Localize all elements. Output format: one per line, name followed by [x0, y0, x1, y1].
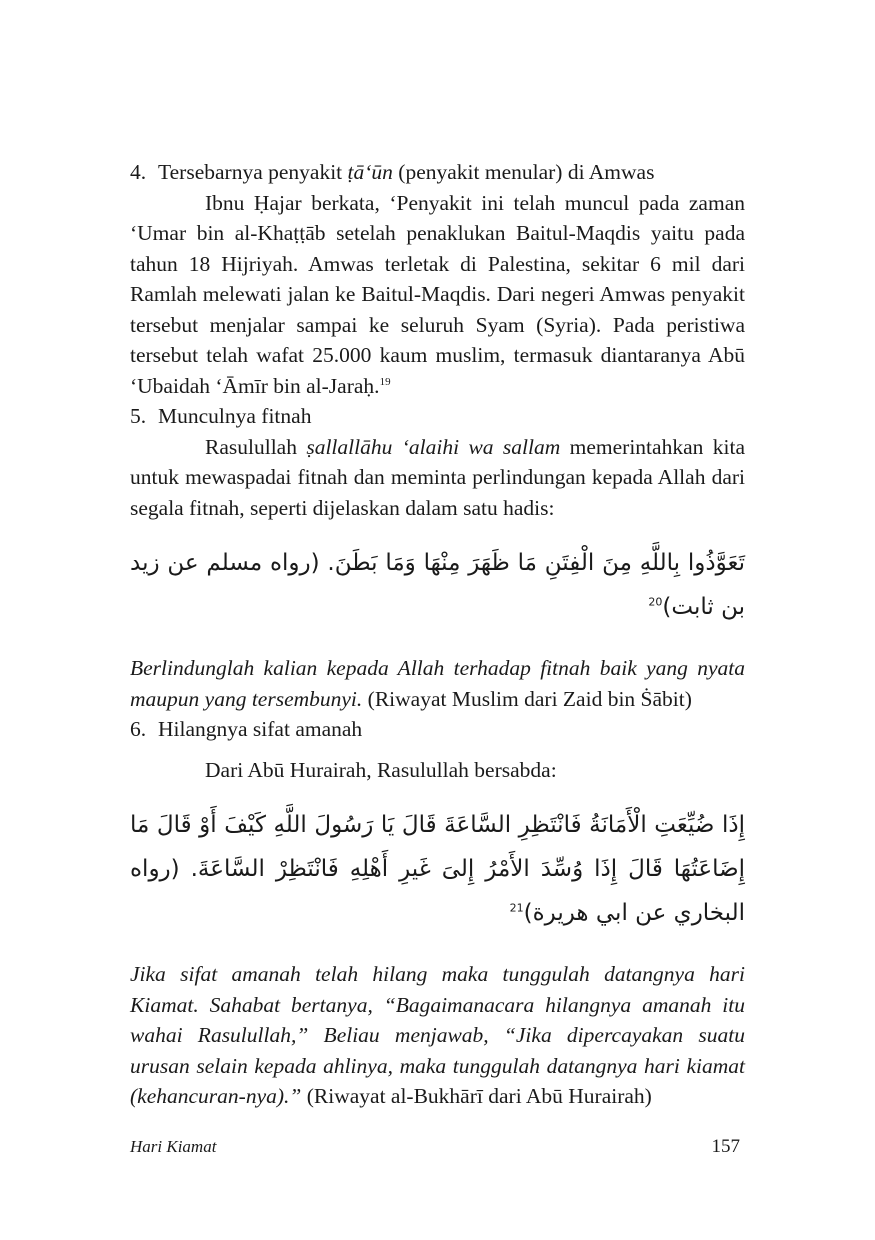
hadith-arabic-1	[130, 541, 745, 629]
section-4-body	[130, 188, 745, 402]
hadith-arabic-1-text: تَعَوَّذُوا بِاللَّهِ مِنَ الْفِتَنِ مَا ظَهَرَ مِنْهَا وَمَا بَطَنَ. (رواه مسلم عن زيد بن ثابت)	[130, 550, 745, 620]
section-6-intro	[130, 755, 745, 786]
section-5-body	[130, 432, 745, 524]
footnote-19: 19	[379, 375, 391, 388]
section-5-heading	[130, 401, 745, 432]
hadith-translation-2-text: Jika sifat amanah telah hilang maka tunggulah datangnya hari Kiamat. Sahabat bertanya, “Bagaimanacara hilangnya amanah itu wahai Rasulullah,” Beliau menjawab, “Jika dipercayakan suatu urusan selain kepada ahlinya, maka tunggulah datangnya hari kiamat (kehancuran-nya).”	[130, 962, 745, 1108]
hadith-source-2: (Riwayat al-Bukhārī dari Abū Hurairah)	[301, 1084, 652, 1108]
section-4-title-italic: ṭā‘ūn	[347, 160, 393, 184]
section-5-body-post: memerintahkan kita untuk mewaspadai fitnah dan meminta perlindungan kepada Allah dari segala fitnah, seperti dijelaskan dalam satu hadis:	[130, 434, 745, 520]
hadith-translation-1	[130, 653, 745, 714]
running-title: Hari Kiamat	[130, 1137, 217, 1156]
section-6-intro-text: Dari Abū Hurairah, Rasulullah bersabda:	[205, 757, 557, 782]
hadith-translation-1-text: Berlindunglah kalian kepada Allah terhadap fitnah baik yang nyata maupun yang tersembunyi.	[130, 656, 745, 711]
section-4-body-text: Ibnu Ḥajar berkata, ‘Penyakit ini telah muncul pada zaman ‘Umar bin al-Khaṭṭāb setelah penaklukan Baitul-Maqdis yaitu pada tahun 18 Hijriyah. Amwas terletak di Palestina, sekitar 6 mil dari Ramlah melewati jalan ke Baitul-Maqdis. Dari negeri Amwas penyakit tersebut menjalar sampai ke seluruh Syam (Syria). Pada peristiwa tersebut telah wafat 25.000 kaum muslim, termasuk diantaranya Abū ‘Ubaidah ‘Āmīr bin al-Jaraḥ.	[130, 190, 745, 398]
footnote-20: 20	[648, 595, 663, 609]
hadith-arabic-2-text: إِذَا ضُيِّعَتِ الْأَمَانَةُ فَانْتَظِرِ السَّاعَةَ قَالَ يَا رَسُولَ اللَّهِ كَيْفَ أَوْ قَالَ مَا إِضَاعَتُهَا قَالَ إِذَا وُسِّدَ الأَمْرُ إِلىَ غَيرِ أَهْلِهِ فَانْتَظِرْ السَّاعَةَ. (رواه البخاري عن ابي هريرة)	[130, 812, 745, 926]
section-5-number: 5.	[130, 404, 147, 428]
section-4-title-post: (penyakit menular) di Amwas	[392, 160, 655, 184]
section-5-body-pre: Rasulullah	[205, 434, 307, 459]
hadith-arabic-2	[130, 803, 745, 935]
page-footer	[130, 1136, 740, 1158]
hadith-source-1: (Riwayat Muslim dari Zaid bin Ṡābit)	[362, 686, 692, 711]
section-6-title: Hilangnya sifat amanah	[158, 717, 363, 741]
page-content	[130, 157, 745, 1112]
section-4-title-pre: Tersebarnya penyakit	[158, 160, 348, 184]
section-6-number: 6.	[130, 717, 147, 741]
section-5-title: Munculnya fitnah	[158, 404, 312, 428]
section-6-heading	[130, 714, 745, 745]
section-5-body-italic: ṣallallāhu ‘alaihi wa sallam	[306, 434, 561, 459]
page-number: 157	[711, 1136, 740, 1157]
section-4-heading	[130, 157, 745, 188]
footnote-21: 21	[509, 901, 524, 915]
hadith-translation-2	[130, 959, 745, 1112]
section-4-number: 4.	[130, 160, 147, 184]
